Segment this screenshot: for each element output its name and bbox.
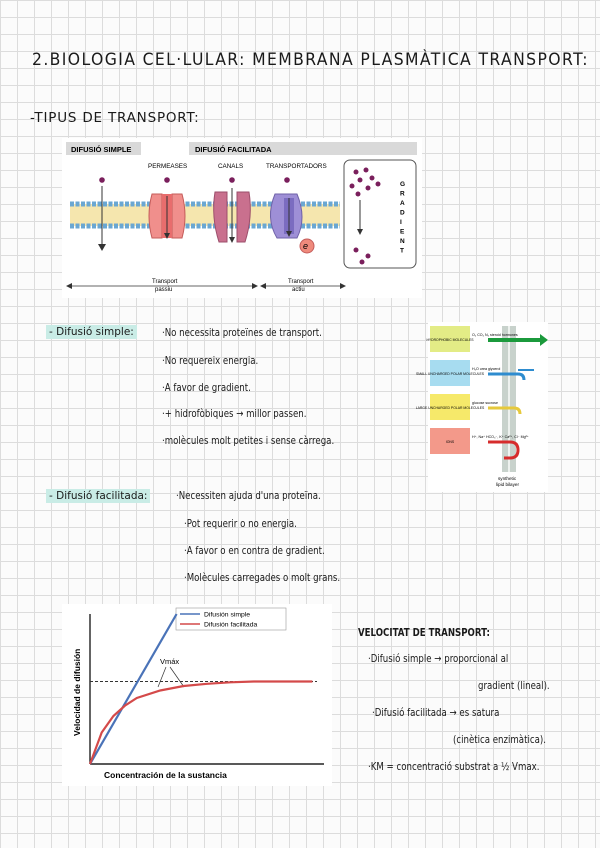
velocity-heading: VELOCITAT DE TRANSPORT:	[358, 627, 490, 639]
gradient-letter: G	[400, 181, 406, 188]
perm-row-molecules: glucose sucrose	[472, 401, 498, 405]
velocity-line: ·Difusió simple → proporcional al	[368, 653, 509, 665]
legend-entry-simple: Difusión simple	[204, 611, 251, 619]
velocity-line: ·Difusió facilitada → es satura	[372, 707, 500, 719]
gradient-letter: N	[400, 238, 405, 245]
perm-row-label: LARGE UNCHARGED POLAR MOLECULES	[415, 406, 485, 410]
x-axis-label: Concentración de la sustancia	[104, 770, 227, 780]
perm-row-label: HYDROPHOBIC MOLECULES	[426, 338, 474, 342]
perm-row-molecules: O₂ CO₂ N₂ steroid hormones	[472, 333, 518, 337]
gradient-letter: R	[400, 190, 405, 198]
label-permeases: PERMEASES	[148, 163, 188, 170]
caption-line1: synthetic	[498, 476, 517, 481]
facilitada-item: ·Molècules carregades o molt grans.	[184, 572, 341, 584]
simple-item: ·No requereix energia.	[162, 355, 259, 367]
legend-entry-facilitada: Difusión facilitada	[204, 621, 258, 629]
permeability-diagram	[415, 322, 548, 492]
transport-actiu-2: actiu	[292, 287, 305, 293]
gradient-box	[344, 160, 416, 268]
membrane-transport-diagram	[62, 138, 422, 298]
gradient-letter: A	[400, 200, 405, 207]
velocity-line: ·KM = concentració substrat a ½ Vmax.	[368, 761, 540, 773]
facilitated-diffusion-label	[46, 490, 150, 502]
caption-line2: lipid bilayer	[496, 482, 519, 487]
simple-item: ·A favor de gradient.	[162, 382, 251, 394]
simple-diffusion-label	[46, 326, 137, 338]
molecule-dot	[99, 177, 105, 183]
series-line-facilitada	[90, 682, 312, 765]
permease-protein	[149, 177, 185, 239]
arrowhead	[98, 244, 106, 251]
page-title: 2.BIOLOGIA CEL·LULAR: MEMBRANA PLASMÀTICA TRANSPORT:	[32, 50, 589, 70]
facilitada-item: ·A favor o en contra de gradient.	[184, 545, 325, 557]
label-transportadors: TRANSPORTADORS	[266, 163, 327, 170]
y-axis-label: Velocidad de difusión	[72, 648, 82, 736]
perm-row-molecules: H⁺, Na⁺ HCO₃⁻, K⁺ Ca²⁺, Cl⁻ Mg²⁺	[472, 435, 529, 439]
gradient-letter: E	[400, 228, 405, 236]
vmax-annotation: Vmáx	[160, 657, 180, 666]
simple-item: ·+ hidrofòbiques → millor passen.	[162, 408, 307, 420]
label-canals: CANALS	[218, 163, 244, 170]
vmax-pointer	[158, 667, 166, 687]
simple-item: ·No necessita proteïnes de transport.	[162, 327, 322, 339]
facilitada-item: ·Necessiten ajuda d'una proteïna.	[176, 490, 321, 502]
transport-actiu-1: Transport	[288, 279, 314, 285]
channel-protein	[214, 177, 251, 243]
perm-row-label: IONS	[445, 440, 455, 444]
header-facilitada: DIFUSIÓ FACILITADA	[195, 145, 272, 154]
facilitada-item: ·Pot requerir o no energia.	[184, 518, 297, 530]
simple-diffusion-label-text: - Difusió simple:	[46, 325, 137, 339]
vmax-pointer	[170, 667, 184, 687]
header-simple: DIFUSIÓ SIMPLE	[71, 145, 132, 154]
transport-passiu-2: passiu	[155, 287, 173, 293]
perm-row-label: SMALL UNCHARGED POLAR MOLECULES	[415, 372, 485, 376]
energy-symbol: e	[303, 241, 309, 251]
transport-passiu-1: Transport	[152, 279, 178, 285]
legend	[176, 608, 286, 630]
section-heading-transport-types: -TIPUS DE TRANSPORT:	[30, 110, 200, 126]
facilitated-diffusion-label-text: - Difusió facilitada:	[46, 489, 150, 503]
velocity-line: (cinètica enzimàtica).	[453, 734, 546, 746]
gradient-letter: D	[400, 209, 405, 217]
simple-item: ·molècules molt petites i sense càrrega.	[162, 435, 335, 447]
velocity-line: gradient (lineal).	[478, 680, 550, 692]
gradient-letter: T	[400, 247, 404, 255]
gradient-letter: I	[400, 219, 402, 226]
diffusion-velocity-chart	[62, 604, 332, 786]
perm-row-molecules: H₂O urea glycerol	[472, 367, 501, 371]
